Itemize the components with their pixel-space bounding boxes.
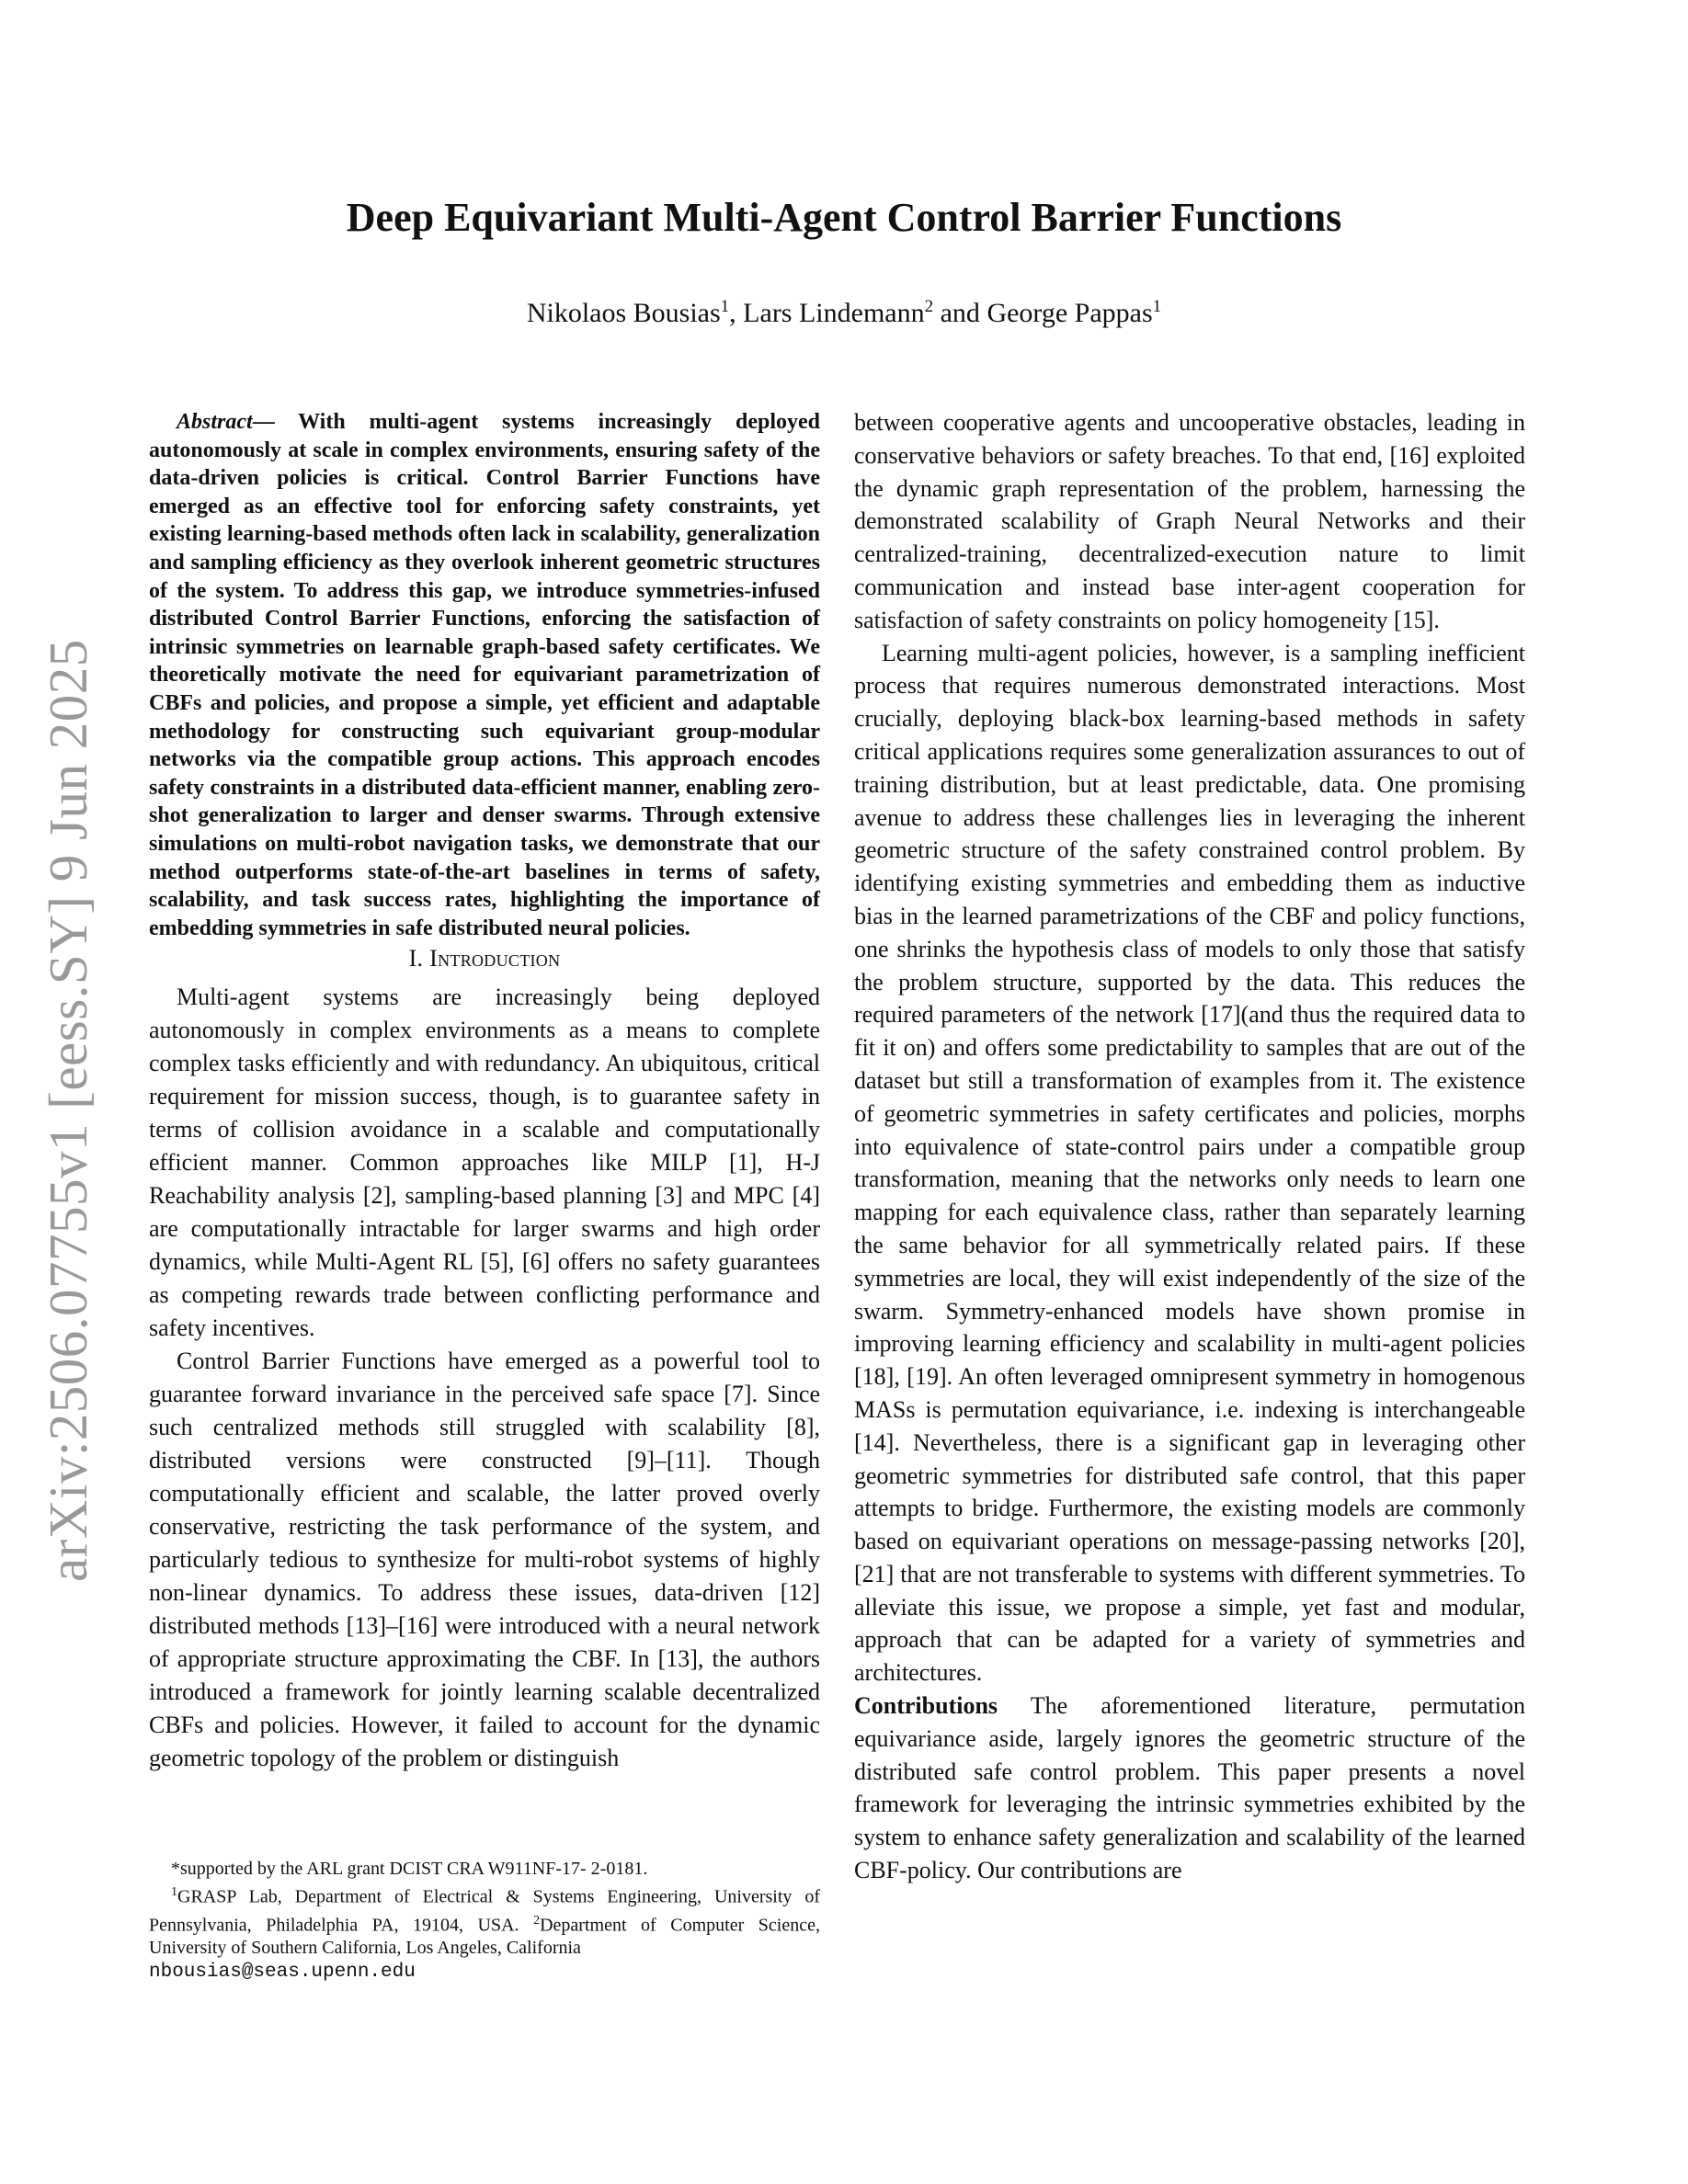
left-column bbox=[149, 408, 820, 1775]
paper-title: Deep Equivariant Multi-Agent Control Barrier Functions bbox=[346, 195, 1342, 240]
abstract-text: With multi-agent systems increasingly deployed autonomously at scale in complex environments, ensuring safety of the data-driven policies is critical. Control Barrier Functions have emerged as an effective tool for enforcing safety constraints, yet existing learning-based methods often lack in scalability, generalization and sampling efficiency as they overlook inherent geometric structures of the system. To address this gap, we introduce symmetries-infused distributed Control Barrier Functions, enforcing the satisfaction of intrinsic symmetries on learnable graph-based safety certificates. We theoretically motivate the need for equivariant parametrization of CBFs and policies, and propose a simple, yet efficient and adaptable methodology for constructing such equivariant group-modular networks via the compatible group actions. This approach encodes safety constraints in a distributed data-efficient manner, enabling zero-shot generalization to larger and denser swarms. Through extensive simulations on multi-robot navigation tasks, we demonstrate that our method outperforms state-of-the-art baselines in terms of safety, scalability, and task success rates, highlighting the importance of embedding symmetries in safe distributed neural policies. bbox=[149, 410, 820, 940]
affiliation-text: GRASP Lab, Department of Electrical & Systems Engineering, University of Pennsylvania, Philadelphia PA, 19104, USA. bbox=[149, 1886, 820, 1936]
body-paragraph: Multi-agent systems are increasingly being deployed autonomously in complex environments as a means to complete complex tasks efficiently and with redundancy. An ubiquitous, critical requirement for mission success, though, is to guarantee safety in terms of collision avoidance in a scalable and computationally efficient manner. Common approaches like MILP [1], H-J Reachability analysis [2], sampling-based planning [3] and MPC [4] are computationally intractable for larger swarms and high order dynamics, while Multi-Agent RL [5], [6] offers no safety guarantees as competing rewards trade between conflicting performance and safety incentives. bbox=[149, 984, 820, 1342]
body-paragraph: Learning multi-agent policies, however, is a sampling inefficient process that requires numerous demonstrated interactions. Most crucially, deploying black-box learning-based methods in safety critical applications requires some generalization assurances to out of training distribution, but at least predictable, data. One promising avenue to address these challenges lies in leveraging the inherent geometric structure of the safety constrained control problem. By identifying existing symmetries and embedding them as inductive bias in the learned parametrizations of the CBF and policy functions, one shrinks the hypothesis class of models to only those that satisfy the problem structure, supported by the data. This reduces the required parameters of the network [17](and thus the required data to fit it on) and offers some predictability to samples that are out of the dataset but still a transformation of examples from it. The existence of geometric symmetries in safety certificates and policies, morphs into equivalence of state-control pairs under a compatible group transformation, meaning that the networks only needs to learn one mapping for each equivalence class, rather than separately learning the same behavior for all symmetrically related pairs. If these symmetries are local, they will exist independently of the size of the swarm. Symmetry-enhanced models have shown promise in improving learning efficiency and scalability in multi-agent policies [18], [19]. An often leveraged omnipresent symmetry in homogenous MASs is permutation equivariance, i.e. indexing is interchangeable [14]. Nevertheless, there is a significant gap in leveraging other geometric symmetries for distributed safe control, that this paper attempts to bridge. Furthermore, the existing models are commonly based on equivariant operations on message-passing networks [20], [21] that are not transferable to systems with different symmetries. To alleviate this issue, we propose a simple, yet fast and modular, approach that can be adapted for a variety of symmetries and architectures. bbox=[854, 639, 1525, 1687]
body-paragraph: between cooperative agents and uncooperative obstacles, leading in conservative behaviors or safety breaches. To that end, [16] exploited the dynamic graph representation of the problem, harnessing the demonstrated scalability of Graph Neural Networks and their centralized-training, decentralized-execution nature to limit communication and instead base inter-agent cooperation for satisfaction of safety constraints on policy homogeneity [15]. bbox=[854, 409, 1525, 633]
author-separator: and bbox=[933, 298, 987, 328]
footnotes bbox=[149, 1858, 820, 1984]
author-name: George Pappas bbox=[987, 298, 1153, 328]
contributions-text: The aforementioned literature, permutation equivariance aside, largely ignores the geometric structure of the distributed safe control problem. This paper presents a novel framework for leveraging the intrinsic symmetries exhibited by the system to enhance safety generalization and scalability of the learned CBF-policy. Our contributions are bbox=[854, 1692, 1525, 1884]
funding-footnote: *supported by the ARL grant DCIST CRA W911NF-17- 2-0181. bbox=[171, 1859, 648, 1879]
author-affiliation-mark: 1 bbox=[720, 297, 730, 316]
right-column bbox=[854, 406, 1525, 1887]
author-list bbox=[0, 289, 1688, 332]
contributions-label: Contributions bbox=[854, 1692, 998, 1720]
author-affiliation-mark: 1 bbox=[1152, 297, 1162, 316]
section-heading-introduction: I. Introduction bbox=[408, 945, 561, 973]
author-separator: , bbox=[729, 298, 744, 328]
contributions-paragraph bbox=[854, 1689, 1525, 1887]
author-name: Lars Lindemann bbox=[743, 298, 925, 328]
author-name: Nikolaos Bousias bbox=[526, 298, 721, 328]
affiliation-footnote bbox=[149, 1881, 820, 1960]
affiliation-mark: 2 bbox=[533, 1913, 541, 1928]
arxiv-identifier-stamp: arXiv:2506.07755v1 [eess.SY] 9 Jun 2025 bbox=[38, 639, 98, 1582]
affiliation-mark: 1 bbox=[171, 1885, 177, 1899]
abstract-label: Abstract bbox=[177, 410, 253, 434]
body-paragraph: Control Barrier Functions have emerged as a powerful tool to guarantee forward invariance in the perceived safe space [7]. Since such centralized methods still struggled with scalability [8], distributed versions were constructed [9]–[11]. Though computationally efficient and scalable, the latter proved overly conservative, restricting the task performance of the system, and particularly tedious to synthesize for multi-robot systems of highly non-linear dynamics. To address these issues, data-driven [12] distributed methods [13]–[16] were introduced with a neural network of appropriate structure approximating the CBF. In [13], the authors introduced a framework for jointly learning scalable decentralized CBFs and policies. However, it failed to account for the dynamic geometric topology of the problem or distinguish bbox=[149, 1348, 820, 1772]
abstract bbox=[149, 408, 820, 942]
author-affiliation-mark: 2 bbox=[924, 297, 934, 316]
abstract-dash: — bbox=[252, 410, 275, 434]
author-email: nbousias@seas.upenn.edu bbox=[149, 1962, 416, 1984]
email-line bbox=[149, 1960, 820, 1984]
affiliation-text: Department of Computer Science, University of Southern California, Los Angeles, California bbox=[149, 1915, 820, 1959]
